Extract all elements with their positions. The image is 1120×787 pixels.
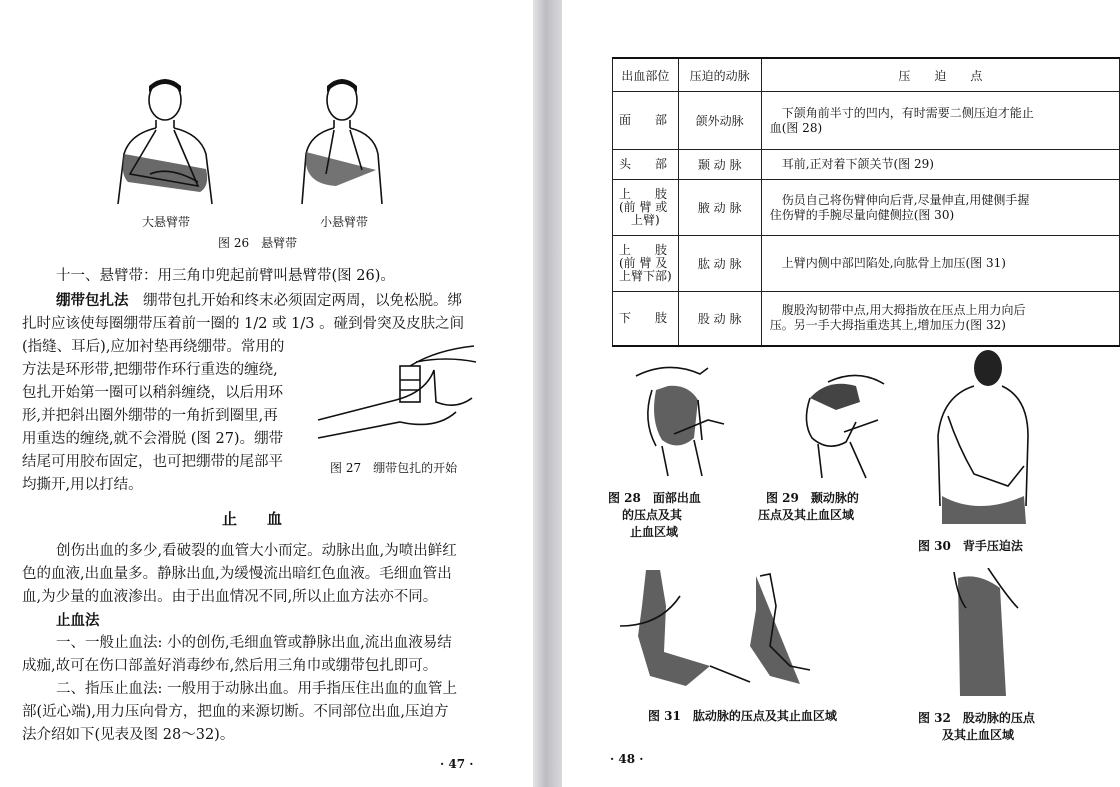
fig26-caption: 图 26 悬臂带	[218, 236, 298, 250]
finger-line-2: 部(近心端),用力压向骨方，把血的来源切断。不同部位出血,压迫方	[22, 704, 449, 720]
bandage-line-8: 结尾可用胶布固定，也可把绷带的尾部平	[22, 454, 283, 470]
page-number-right: · 48 ·	[610, 752, 644, 766]
bandage-line-7: 用重迭的缠绕,就不会滑脱 (图 27)。绷带	[22, 431, 284, 447]
paragraph-finger-pressure	[22, 678, 522, 747]
table-cell-point: 上臂内侧中部凹陷处,向肱骨上加压(图 31)	[761, 236, 1119, 292]
table-cell-artery: 腋 动 脉	[678, 180, 761, 236]
bandage-line-2: 扎时应该使每圈绷带压着前一圈的 1/2 或 1/3 。碰到骨突及皮肤之间	[22, 316, 465, 332]
table-cell-point: 伤员自己将伤臂伸向后背,尽量伸直,用健侧手握 住伤臂的手腕尽量向健侧拉(图 30)	[761, 180, 1119, 236]
bleeding-line-1: 创伤出血的多少,看破裂的血管大小而定。动脉出血,为喷出鲜红	[56, 543, 457, 559]
paragraph-bleeding-types	[22, 540, 522, 609]
finger-line-1: 二、指压止血法: 一般用于动脉出血。用手指压住出血的血管上	[56, 681, 457, 697]
table-row	[613, 150, 1120, 180]
table-cell-artery: 颌外动脉	[678, 92, 761, 150]
right-page	[562, 0, 1120, 787]
page-gutter	[533, 0, 562, 787]
table-cell-site: 面 部	[613, 92, 679, 150]
subtitle-hemostasis-method: 止血法	[56, 612, 100, 629]
general-line-2: 成痂,故可在伤口部盖好消毒纱布,然后用三角巾或绷带包扎即可。	[22, 658, 438, 674]
pressure-point-table	[612, 57, 1120, 347]
table-header-artery: 压迫的动脉	[678, 58, 761, 92]
table-cell-point: 耳前,正对着下颌关节(图 29)	[761, 150, 1119, 180]
fig26-small-sling-illustration	[296, 74, 388, 208]
fig29-temporal-pressure-illustration	[788, 362, 892, 480]
table-cell-site: 下 肢	[613, 292, 679, 346]
left-page	[0, 0, 533, 787]
table-header-site: 出血部位	[613, 58, 679, 92]
table-cell-site: 上 肢 (前 臂 或 上臂)	[613, 180, 679, 236]
table-header-point: 压 迫 点	[761, 58, 1119, 92]
table-cell-artery: 肱 动 脉	[678, 236, 761, 292]
bandage-line-6: 形,并把斜出圈外绷带的一角折到圈里,再	[22, 408, 278, 424]
fig26-large-sling-illustration	[110, 74, 220, 208]
fig28-caption: 图 28 面部出血 的压点及其 止血区域	[608, 491, 701, 539]
fig30-back-pressure-illustration	[928, 346, 1038, 526]
table-row	[613, 236, 1120, 292]
paragraph-sling: 十一、悬臂带：用三角巾兜起前臂叫悬臂带(图 26)。	[56, 268, 395, 284]
bandage-line-1: 绷带包扎开始和终末必须固定两周，以免松脱。绑	[143, 293, 462, 309]
fig31-brachial-pressure-illustration	[620, 566, 820, 696]
table-row	[613, 180, 1120, 236]
fig26-label-small-sling: 小悬臂带	[320, 215, 369, 229]
table-cell-point: 腹股沟韧带中点,用大拇指放在压点上用力向后 压。另一手大拇指重迭其上,增加压力(图 32)	[761, 292, 1119, 346]
general-line-1: 一、一般止血法: 小的创伤,毛细血管或静脉出血,流出血液易结	[56, 635, 452, 651]
fig27-caption: 图 27 绷带包扎的开始	[330, 461, 458, 475]
fig28-facial-pressure-illustration	[628, 360, 728, 478]
bandage-line-3: (指缝、耳后),应加衬垫再绕绷带。常用的	[22, 339, 285, 355]
table-cell-artery: 股 动 脉	[678, 292, 761, 346]
table-row	[613, 92, 1120, 150]
table-cell-site: 头 部	[613, 150, 679, 180]
table-cell-point: 下颌角前半寸的凹内，有时需要二侧压迫才能止 血(图 28)	[761, 92, 1119, 150]
bandage-line-5: 包扎开始第一圈可以稍斜缠绕，以后用环	[22, 385, 283, 401]
paragraph-general-method	[22, 632, 522, 678]
finger-line-3: 法介绍如下(见表及图 28～32)。	[22, 727, 235, 743]
fig32-caption: 图 32 股动脉的压点 及其止血区域	[918, 711, 1035, 742]
bandage-heading: 绷带包扎法	[56, 292, 129, 309]
fig32-femoral-pressure-illustration	[948, 568, 1028, 700]
table-row	[613, 292, 1120, 346]
fig26-label-large-sling: 大悬臂带	[142, 215, 191, 229]
fig31-caption: 图 31 肱动脉的压点及其止血区域	[648, 709, 837, 723]
bleeding-line-2: 色的血液,出血量多。静脉出血,为缓慢流出暗红色血液。毛细血管出	[22, 566, 452, 582]
fig30-caption: 图 30 背手压迫法	[918, 539, 1023, 553]
bleeding-line-3: 血,为少量的血液渗出。由于出血情况不同,所以止血方法亦不同。	[22, 589, 438, 605]
section-title-hemostasis: 止 血	[222, 510, 283, 528]
bandage-line-9: 均撕开,用以打结。	[22, 477, 143, 493]
bandage-line-4: 方法是环形带,把绷带作环行重迭的缠绕,	[22, 362, 278, 378]
fig29-caption: 图 29 颞动脉的 压点及其止血区域	[758, 491, 859, 522]
page-number-left: · 47 ·	[440, 757, 474, 771]
table-cell-artery: 颞 动 脉	[678, 150, 761, 180]
table-cell-site: 上 肢 (前 臂 及 上臂下部)	[613, 236, 679, 292]
fig27-bandage-illustration	[316, 340, 480, 450]
